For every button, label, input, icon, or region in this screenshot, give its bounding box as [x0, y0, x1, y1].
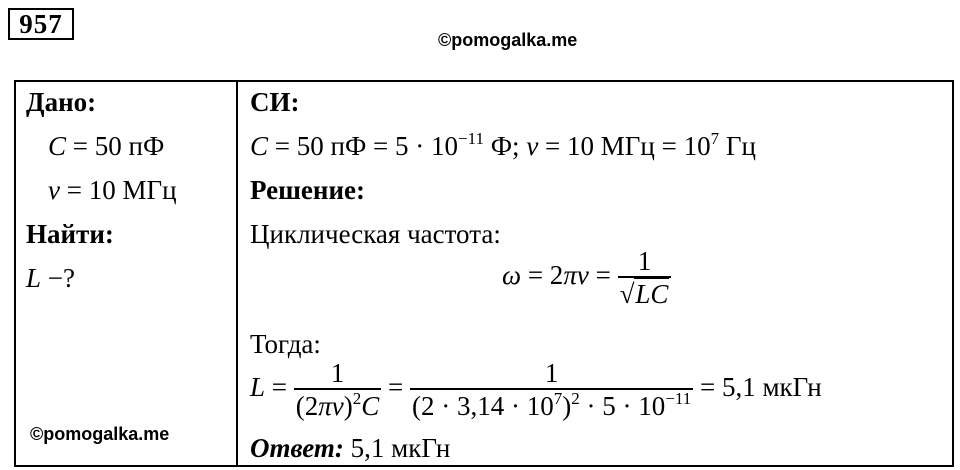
omega-formula — [502, 246, 671, 310]
find-l-value: −? — [41, 263, 75, 293]
given-nu-var: ν — [48, 175, 60, 205]
omega-fraction — [618, 246, 672, 310]
sqrt-symbol: √LC — [619, 279, 669, 309]
si-header: СИ: — [250, 87, 300, 117]
solution-table — [14, 80, 954, 467]
omega-pi: π — [563, 260, 577, 291]
column-divider — [236, 82, 238, 465]
fraction-symbolic-denominator — [294, 388, 382, 422]
given-c-value: = 50 пФ — [66, 131, 165, 161]
si-c-part: = 50 пФ = 5 · 10 — [268, 131, 458, 161]
fraction-numeric-denominator — [410, 388, 693, 422]
l-eq: = — [265, 372, 294, 403]
fraction-symbolic — [294, 358, 382, 422]
eq2: = — [381, 372, 411, 403]
watermark-top: ©pomogalka.me — [438, 30, 578, 50]
given-nu-value: = 10 МГц — [59, 175, 177, 205]
cyclic-frequency-label: Циклическая частота: — [250, 219, 501, 249]
result: = 5,1 мкГн — [693, 372, 822, 403]
f2-den-a: (2 · 3,14 · 10 — [412, 391, 554, 421]
si-c-unit: Ф; — [483, 131, 527, 161]
si-c-var: C — [250, 131, 269, 161]
omega-eq2: = — [588, 260, 618, 291]
omega-numerator: 1 — [637, 246, 652, 276]
si-nu-exp: 7 — [710, 129, 720, 148]
f1-den-a: (2 — [295, 391, 319, 421]
f1-den-nu: ν — [331, 391, 344, 421]
sqrt-radicand: LC — [635, 279, 669, 309]
si-c-exp: −11 — [458, 129, 484, 148]
answer-line — [250, 432, 450, 464]
answer-label: Ответ: — [250, 433, 344, 463]
omega-denominator — [618, 276, 672, 310]
fraction-symbolic-numerator: 1 — [330, 358, 345, 388]
find-l-var: L — [26, 263, 42, 293]
omega-var: ω — [502, 260, 522, 291]
f1-den-exp: 2 — [352, 389, 362, 408]
f2-den-exp1: 7 — [553, 389, 563, 408]
given-capacitance — [48, 130, 164, 162]
si-conversion — [250, 130, 756, 162]
omega-eq: = 2 — [521, 260, 564, 291]
solution-header: Решение: — [250, 175, 365, 205]
problem-number: 957 — [8, 8, 74, 40]
find-header: Найти: — [26, 219, 114, 249]
then-label: Тогда: — [250, 329, 321, 359]
omega-nu: ν — [576, 260, 589, 291]
l-var: L — [250, 372, 266, 403]
f1-den-c: C — [361, 391, 380, 421]
answer-value: 5,1 мкГн — [343, 433, 451, 463]
fraction-numeric-numerator: 1 — [544, 358, 559, 388]
watermark-bottom: ©pomogalka.me — [30, 424, 170, 444]
f2-den-exp2: 2 — [571, 389, 580, 408]
si-nu-var: ν — [526, 131, 539, 161]
given-header: Дано: — [26, 87, 97, 117]
f2-den-c: · 5 · 10 — [579, 391, 666, 421]
given-frequency — [48, 174, 177, 206]
f2-den-b: ) — [562, 391, 572, 421]
si-nu-part: = 10 МГц = 10 — [538, 131, 711, 161]
fraction-numeric — [410, 358, 693, 422]
f1-den-pi: π — [318, 391, 332, 421]
inductance-formula — [250, 358, 822, 422]
given-c-var: C — [48, 131, 67, 161]
f2-den-exp3: −11 — [665, 389, 692, 408]
find-inductance — [26, 262, 75, 294]
f1-den-b: ) — [343, 391, 353, 421]
si-nu-unit: Гц — [719, 131, 756, 161]
